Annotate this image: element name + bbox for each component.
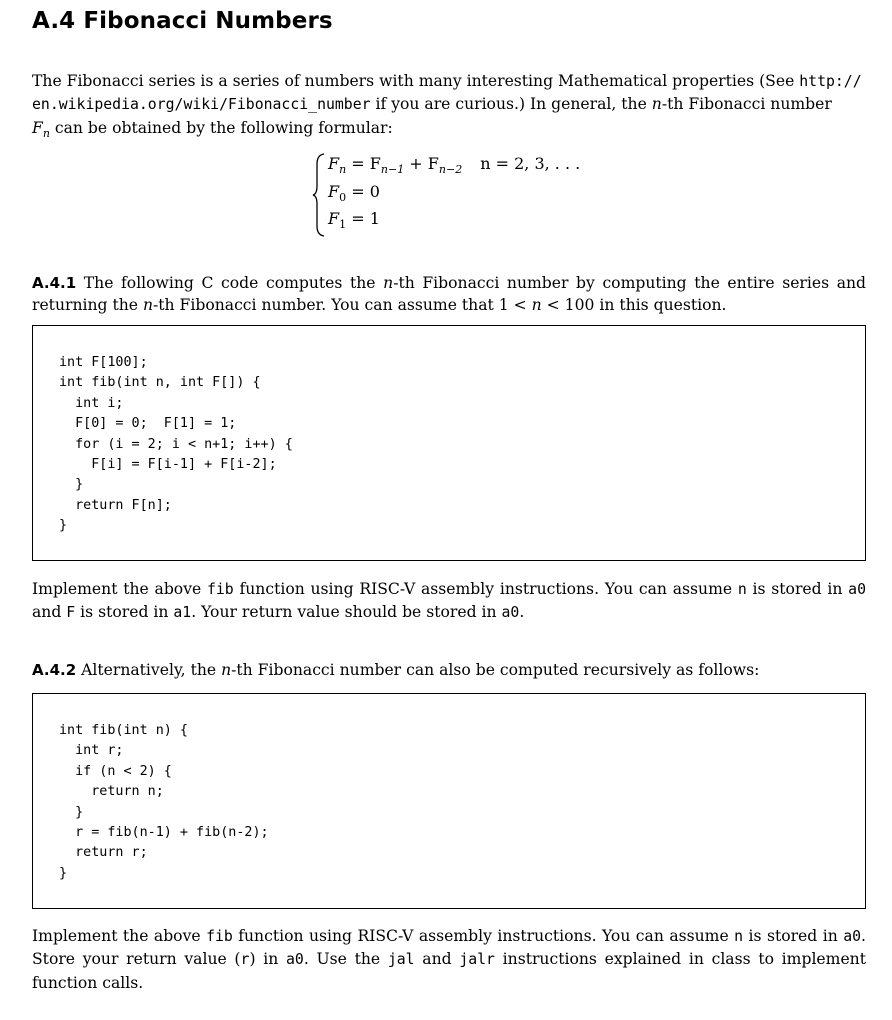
code-inline: fib bbox=[206, 928, 233, 945]
code-inline: fib bbox=[206, 581, 234, 598]
q-text: instructions explained in class to implement function calls. bbox=[32, 950, 866, 992]
math-sub: n bbox=[42, 126, 50, 140]
q-text: is stored in bbox=[743, 927, 844, 945]
math-var-n: n bbox=[383, 274, 394, 292]
intro-text: -th Fibonacci number bbox=[661, 95, 832, 114]
math-var-n: n bbox=[651, 95, 662, 114]
eq-term: = 0 bbox=[346, 182, 380, 201]
q-text: is stored in bbox=[746, 580, 849, 598]
implement-a41 bbox=[32, 578, 866, 625]
code-inline: a0 bbox=[501, 604, 520, 622]
eq-sub: 1 bbox=[339, 218, 347, 232]
q-text: -th Fibonacci number by computing the entire series and returning the bbox=[32, 274, 867, 315]
eq-sub: 0 bbox=[339, 191, 347, 205]
eq-sub: n−2 bbox=[438, 163, 463, 177]
equation-f1 bbox=[328, 209, 380, 231]
q-text: . bbox=[519, 603, 525, 622]
eq-term: F bbox=[328, 209, 340, 228]
code-iterative: int F[100]; int fib(int n, int F[]) { int i; F[0] = 0; F[1] = 1; for (i = 2; i < n+1; i++) { F[i] = F[i-1] + F[i-2]; } return F[n]; } bbox=[59, 355, 293, 534]
implement-a42 bbox=[32, 925, 866, 994]
eq-condition: n = 2, 3, . . . bbox=[480, 154, 581, 173]
math-var-n: n bbox=[142, 296, 154, 315]
q-text: and bbox=[32, 603, 67, 622]
math-var-n: n bbox=[531, 296, 542, 315]
q-text: function using RISC-V assembly instructions. You can assume bbox=[233, 580, 738, 598]
code-inline: a0 bbox=[843, 928, 862, 945]
code-inline: n bbox=[737, 581, 747, 598]
q-text: Alternatively, the bbox=[76, 661, 222, 679]
eq-sub: n−1 bbox=[380, 163, 405, 177]
q-text: is stored in bbox=[75, 603, 174, 622]
code-inline: jal bbox=[387, 951, 415, 969]
code-recursive: int fib(int n) { int r; if (n < 2) { return n; } r = fib(n-1) + fib(n-2); return r; } bbox=[59, 723, 269, 881]
q-text: -th Fibonacci number can also be computed recursively as follows: bbox=[231, 661, 760, 679]
q-text: . Use the bbox=[303, 950, 388, 969]
eq-term: F bbox=[328, 182, 340, 201]
q-text: -th Fibonacci number. You can assume that 1 < bbox=[153, 296, 532, 315]
code-box-recursive bbox=[32, 693, 866, 909]
question-a42 bbox=[32, 659, 866, 681]
question-label: A.4.1 bbox=[32, 274, 77, 292]
equation-f0 bbox=[328, 182, 380, 204]
question-a41 bbox=[32, 272, 866, 317]
intro-text: if you are curious.) In general, the bbox=[370, 95, 652, 114]
question-label: A.4.2 bbox=[32, 661, 77, 679]
eq-term: = F bbox=[346, 154, 381, 173]
intro-text: can be obtained by the following formular: bbox=[49, 118, 393, 137]
q-text: < 100 in this question. bbox=[541, 296, 727, 315]
wiki-url-part2: en.wikipedia.org/wiki/Fibonacci_number bbox=[32, 96, 371, 114]
q-text: The following C code computes the bbox=[76, 274, 384, 292]
code-inline: a0 bbox=[285, 951, 304, 969]
section-title: A.4 Fibonacci Numbers bbox=[32, 8, 333, 34]
q-text: Implement the above bbox=[32, 927, 207, 945]
math-var-n: n bbox=[221, 661, 232, 679]
left-brace bbox=[312, 152, 326, 238]
q-text: and bbox=[414, 950, 460, 969]
q-text: function using RISC-V assembly instructions. You can assume bbox=[232, 927, 735, 945]
q-text: ) in bbox=[249, 950, 286, 969]
code-inline: F bbox=[66, 604, 76, 622]
eq-sub: n bbox=[339, 163, 347, 177]
wiki-url-part1: http:// bbox=[799, 73, 862, 90]
fibonacci-equations bbox=[312, 152, 632, 238]
math-var-f: F bbox=[32, 118, 43, 137]
code-inline: jalr bbox=[459, 951, 495, 969]
code-inline: a1 bbox=[173, 604, 192, 622]
intro-paragraph bbox=[32, 70, 866, 145]
q-text: . Store your return value ( bbox=[32, 927, 866, 969]
code-inline: n bbox=[734, 928, 744, 945]
eq-term: = 1 bbox=[346, 209, 380, 228]
q-text: Implement the above bbox=[32, 580, 207, 598]
code-inline: a0 bbox=[848, 581, 866, 598]
equation-recurrence bbox=[328, 154, 580, 176]
code-box-iterative bbox=[32, 325, 866, 561]
intro-text: The Fibonacci series is a series of numbers with many interesting Mathematical properties (See bbox=[32, 72, 800, 90]
eq-term: F bbox=[328, 154, 340, 173]
eq-term: + F bbox=[404, 154, 439, 173]
code-inline: r bbox=[240, 951, 250, 969]
q-text: . Your return value should be stored in bbox=[191, 603, 502, 622]
